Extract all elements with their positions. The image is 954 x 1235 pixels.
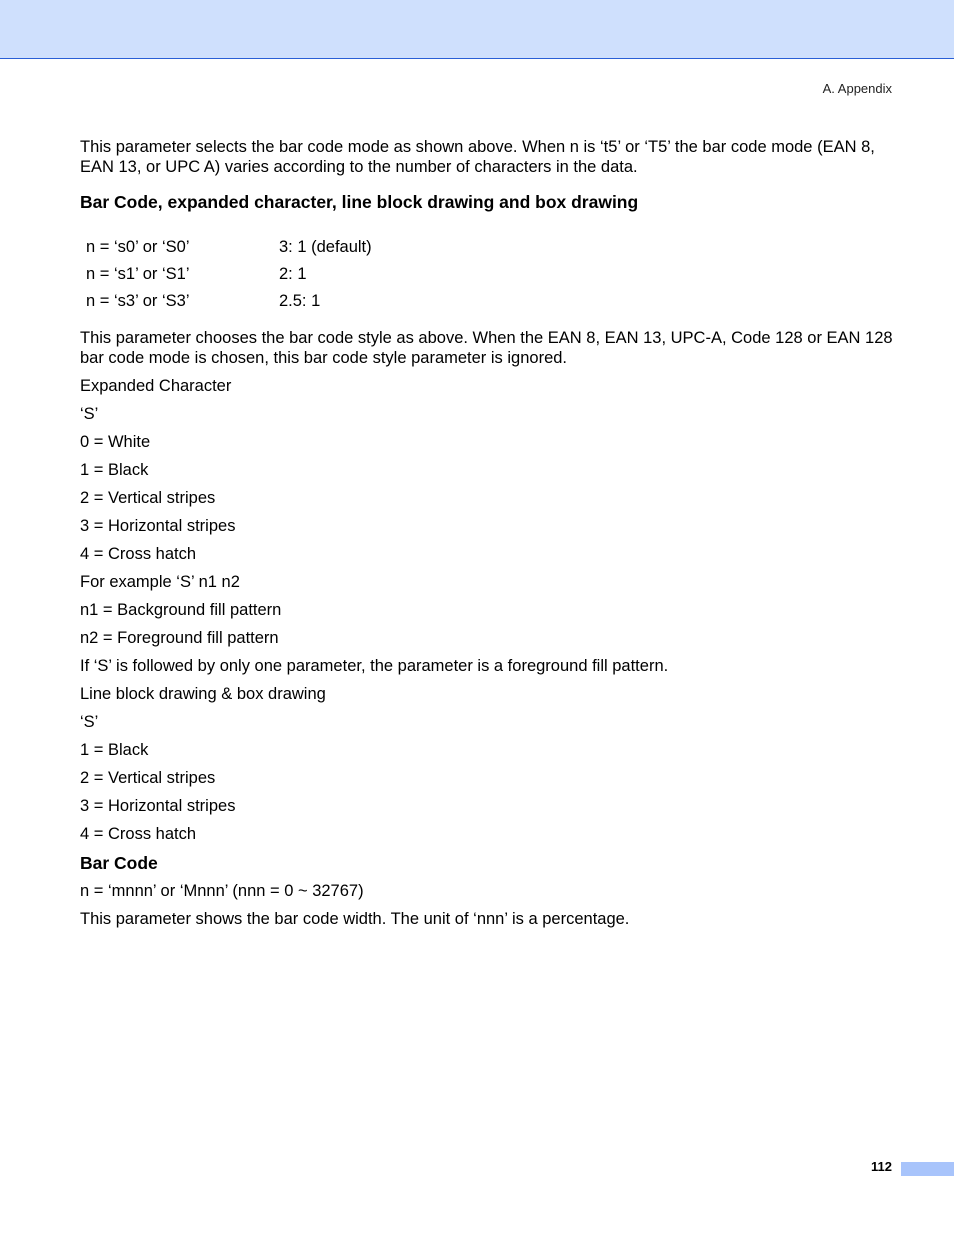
bar-code-width-list [80,881,895,929]
option-value: 3: 1 (default) [279,238,372,256]
list-item: ‘S’ [80,405,99,423]
option-value: 2.5: 1 [279,292,321,310]
list-item: 3 = Horizontal stripes [80,797,236,815]
list-item: 1 = Black [80,461,149,479]
table-row [80,264,372,291]
page-tab-marker [901,1162,954,1176]
section-heading-bar-code-drawing: Bar Code, expanded character, line block drawing and box drawing [80,192,639,212]
running-header: A. Appendix [822,81,892,96]
list-item: 2 = Vertical stripes [80,489,216,507]
list-item: n2 = Foreground fill pattern [80,629,279,647]
list-item: 2 = Vertical stripes [80,769,216,787]
table-row [80,291,372,318]
list-item: 0 = White [80,433,151,451]
page-number: 112 [871,1159,892,1174]
list-item: 1 = Black [80,741,149,759]
list-item: If ‘S’ is followed by only one parameter, the parameter is a foreground fill pattern. [80,657,669,675]
option-code: n = ‘s0’ or ‘S0’ [86,238,190,256]
list-item: Expanded Character [80,377,232,395]
list-item: n1 = Background fill pattern [80,601,282,619]
expanded-character-list [80,376,895,844]
list-item: ‘S’ [80,713,99,731]
list-item: n = ‘mnnn’ or ‘Mnnn’ (nnn = 0 ~ 32767) [80,882,364,900]
list-item: Line block drawing & box drawing [80,685,326,703]
list-item: For example ‘S’ n1 n2 [80,573,240,591]
section-heading-bar-code: Bar Code [80,853,158,873]
table-row [80,237,372,264]
list-item: 4 = Cross hatch [80,545,197,563]
page-content [80,137,895,937]
style-note-paragraph: This parameter chooses the bar code style as above. When the EAN 8, EAN 13, UPC-A, Code 128 or EAN 128 bar code mode is chosen, this bar code style parameter is ignored. [80,329,893,367]
header-band [0,0,954,59]
option-code: n = ‘s3’ or ‘S3’ [86,292,190,310]
intro-paragraph: This parameter selects the bar code mode as shown above. When n is ‘t5’ or ‘T5’ the bar code mode (EAN 8, EAN 13, or UPC A) varies according to the number of characters in the data. [80,138,875,176]
list-item: 3 = Horizontal stripes [80,517,236,535]
bar-code-style-table [80,237,372,318]
option-value: 2: 1 [279,265,307,283]
list-item: This parameter shows the bar code width. The unit of ‘nnn’ is a percentage. [80,910,630,928]
option-code: n = ‘s1’ or ‘S1’ [86,265,190,283]
list-item: 4 = Cross hatch [80,825,197,843]
